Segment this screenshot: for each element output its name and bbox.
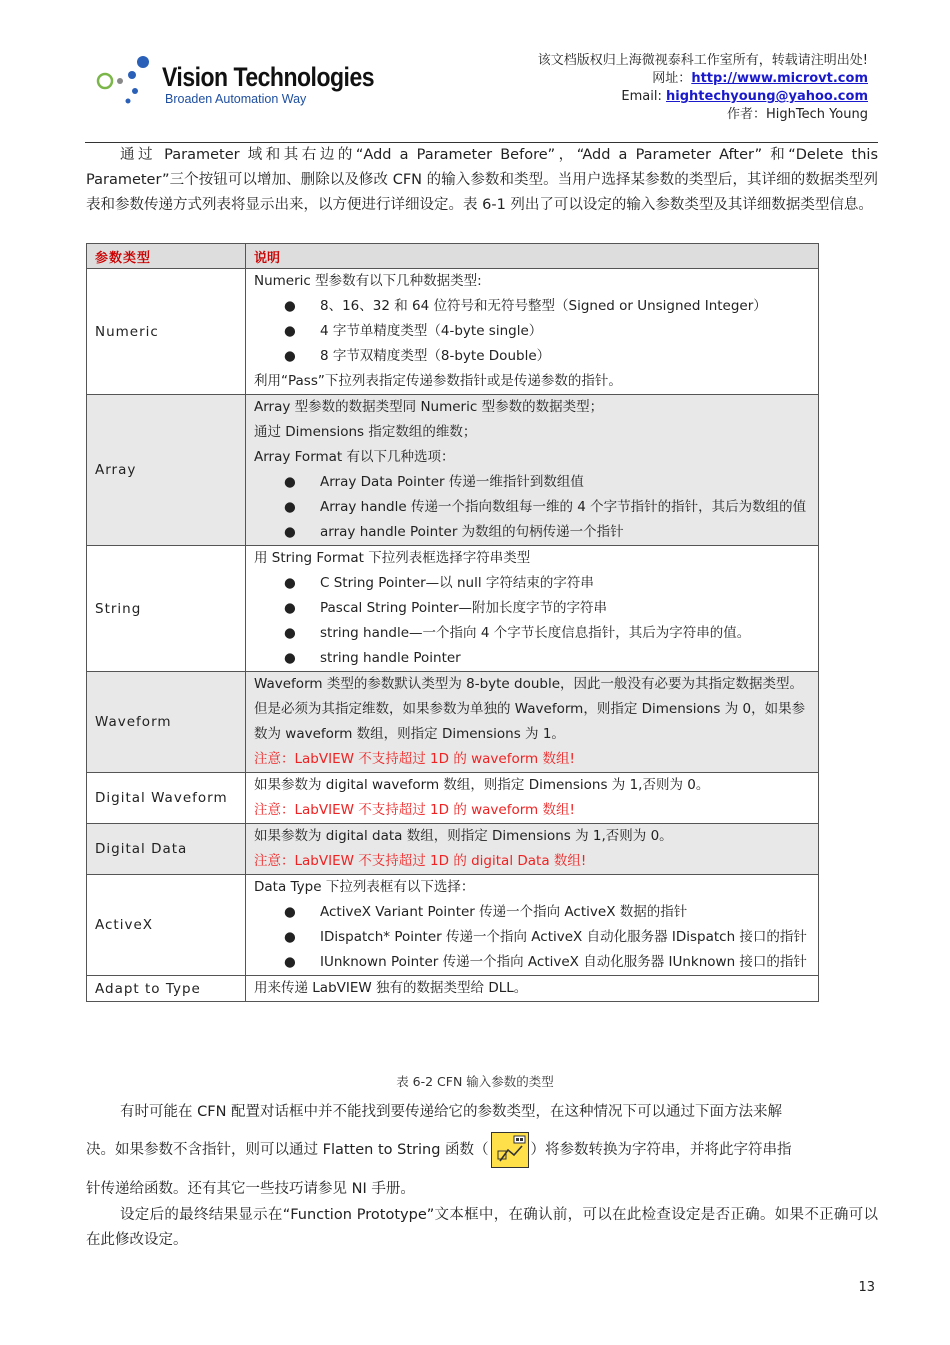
bullet-icon: ●	[284, 650, 296, 666]
flatten-to-string-icon	[491, 1132, 529, 1168]
type-cell: String	[87, 546, 246, 672]
desc-line: 如果参数为 digital waveform 数组，则指定 Dimensions 为 1,否则为 0。	[254, 777, 710, 793]
desc-cell	[246, 976, 819, 1002]
desc-line: Array 型参数的数据类型同 Numeric 型参数的数据类型；	[254, 399, 604, 415]
bullet-item	[254, 596, 810, 621]
col-header-type: 参数类型	[87, 244, 246, 269]
bullet-item	[254, 621, 810, 646]
bullet-text: string handle—一个指向 4 个字节长度信息指针，其后为字符串的值。	[320, 625, 751, 641]
desc-cell	[246, 672, 819, 773]
para3: 设定后的最终结果显示在“Function Prototype”文本框中，在确认前，可以在此检查设定是否正确。如果不正确可以在此修改设定。	[86, 1207, 878, 1248]
bullet-text: Pascal String Pointer—附加长度字节的字符串	[320, 600, 608, 616]
desc-cell	[246, 395, 819, 546]
bullet-item	[254, 925, 810, 950]
author-line: 作者：HighTech Young	[726, 107, 868, 122]
table-row-activex	[87, 875, 819, 976]
desc-cell	[246, 546, 819, 672]
desc-line: 如果参数为 digital data 数组，则指定 Dimensions 为 1,否则为 0。	[254, 828, 673, 844]
bullet-item	[254, 571, 810, 596]
desc-line: 利用“Pass”下拉列表指定传递参数指针或是传递参数的指针。	[254, 373, 622, 389]
brand-tagline: Broaden Automation Way	[165, 92, 307, 106]
website-label: 网址：	[652, 71, 692, 86]
bullet-item	[254, 520, 810, 545]
bullet-text: IUnknown Pointer 传递一个指向 ActiveX 自动化服务器 IUnknown 接口的指针	[320, 954, 807, 970]
table-caption: 表 6-2 CFN 输入参数的类型	[396, 1074, 554, 1089]
desc-line: 用来传递 LabVIEW 独有的数据类型给 DLL。	[254, 980, 528, 996]
bullet-icon: ●	[284, 575, 296, 591]
type-cell: Array	[87, 395, 246, 546]
intro-paragraph: 通过 Parameter 域和其右边的“Add a Parameter Before”，“Add a Parameter After” 和“Delete this Parameter”三个按钮可以增加、删除以及修改 CFN 的输入参数和类型。当用户选择某参数的类型后，其详细的数据类型列表和参数传递方式列表将显示出来，以方便进行详细设定。表 6-1 列出了可以设定的输入参数类型及其详细数据类型信息。	[86, 147, 878, 213]
bullet-item	[254, 950, 810, 975]
bullet-text: IDispatch* Pointer 传递一个指向 ActiveX 自动化服务器 IDispatch 接口的指针	[320, 929, 807, 945]
bullet-item	[254, 900, 810, 925]
table-row-array	[87, 395, 819, 546]
table-header-row	[87, 244, 819, 269]
bullet-text: 8 字节双精度类型（8-byte Double）	[320, 348, 551, 364]
type-cell: Digital Waveform	[87, 773, 246, 824]
vision-logo-icon	[95, 55, 161, 111]
type-cell: ActiveX	[87, 875, 246, 976]
bullet-text: 4 字节单精度类型（4-byte single）	[320, 323, 543, 339]
bullet-item	[254, 470, 810, 495]
para2-line2	[86, 1130, 878, 1170]
desc-line: Data Type 下拉列表框有以下选择：	[254, 879, 475, 895]
type-cell: Adapt to Type	[87, 976, 246, 1002]
header-info	[538, 52, 868, 124]
table-row-numeric	[87, 269, 819, 395]
bullet-text: string handle Pointer	[320, 650, 461, 666]
type-cell: Digital Data	[87, 824, 246, 875]
bullet-item	[254, 344, 810, 369]
page-number: 13	[858, 1280, 875, 1295]
para2-line3: 针传递给函数。还有其它一些技巧请参见 NI 手册。	[86, 1181, 415, 1197]
para2-text-a: 决。如果参数不含指针，则可以通过 Flatten to String 函数（	[86, 1142, 489, 1158]
type-cell: Waveform	[87, 672, 246, 773]
email-label: Email:	[621, 89, 667, 104]
bullet-icon: ●	[284, 474, 296, 490]
bullet-item	[254, 294, 810, 319]
table-row-string	[87, 546, 819, 672]
bullet-text: C String Pointer—以 null 字符结束的字符串	[320, 575, 594, 591]
para2-text-b: ）将参数转换为字符串，并将此字符串指	[530, 1142, 792, 1158]
bullet-icon: ●	[284, 524, 296, 540]
warning-note: 注意：LabVIEW 不支持超过 1D 的 digital Data 数组!	[254, 853, 587, 869]
warning-note: 注意：LabVIEW 不支持超过 1D 的 waveform 数组!	[254, 751, 575, 767]
table-row-waveform	[87, 672, 819, 773]
bullet-text: array handle Pointer 为数组的句柄传递一个指针	[320, 524, 624, 540]
brand-name: Vision Technologies	[162, 62, 375, 92]
desc-line: Waveform 类型的参数默认类型为 8-byte double，因此一般没有必要为其指定数据类型。但是必须为其指定维数，如果参数为单独的 Waveform，则指定 Dimensions 为 0，如果参数为 waveform 数组，则指定 Dimensions 为 1。	[254, 676, 806, 742]
table-row-digital-data	[87, 824, 819, 875]
website-link[interactable]: http://www.microvt.com	[691, 71, 868, 86]
desc-line: 用 String Format 下拉列表框选择字符串类型	[254, 550, 531, 566]
warning-note: 注意：LabVIEW 不支持超过 1D 的 waveform 数组!	[254, 802, 575, 818]
copyright-note: 该文档版权归上海微视泰科工作室所有，转载请注明出处!	[537, 53, 868, 68]
bullet-icon: ●	[284, 348, 296, 364]
desc-line: 通过 Dimensions 指定数组的维数；	[254, 424, 477, 440]
bullet-icon: ●	[284, 929, 296, 945]
bullet-item	[254, 495, 810, 520]
type-cell: Numeric	[87, 269, 246, 395]
bullet-text: Array Data Pointer 传递一维指针到数组值	[320, 474, 584, 490]
page-header	[0, 0, 950, 140]
bullet-icon: ●	[284, 323, 296, 339]
bullet-icon: ●	[284, 298, 296, 314]
bullet-text: Array handle 传递一个指向数组每一维的 4 个字节指针的指针，其后为数组的值	[320, 499, 807, 515]
table-row-adapt	[87, 976, 819, 1002]
desc-cell	[246, 875, 819, 976]
bullet-icon: ●	[284, 600, 296, 616]
bullet-icon: ●	[284, 625, 296, 641]
col-header-desc: 说明	[246, 244, 819, 269]
email-link[interactable]: hightechyoung@yahoo.com	[666, 89, 868, 104]
table-row-digital-waveform	[87, 773, 819, 824]
desc-line: Numeric 型参数有以下几种数据类型:	[254, 273, 482, 289]
bullet-icon: ●	[284, 904, 296, 920]
desc-cell	[246, 824, 819, 875]
bullet-icon: ●	[284, 499, 296, 515]
bullet-text: 8、16、32 和 64 位符号和无符号整型（Signed or Unsigned Integer）	[320, 298, 767, 314]
parameter-type-table	[86, 243, 819, 1002]
bullet-icon: ●	[284, 954, 296, 970]
desc-cell	[246, 773, 819, 824]
desc-line: Array Format 有以下几种选项：	[254, 449, 455, 465]
bullet-item	[254, 319, 810, 344]
para2-line1: 有时可能在 CFN 配置对话框中并不能找到要传递给它的参数类型，在这种情况下可以通过下面方法来解	[120, 1104, 783, 1120]
bullet-text: ActiveX Variant Pointer 传递一个指向 ActiveX 数据的指针	[320, 904, 688, 920]
bullet-item	[254, 646, 810, 671]
desc-cell	[246, 269, 819, 395]
